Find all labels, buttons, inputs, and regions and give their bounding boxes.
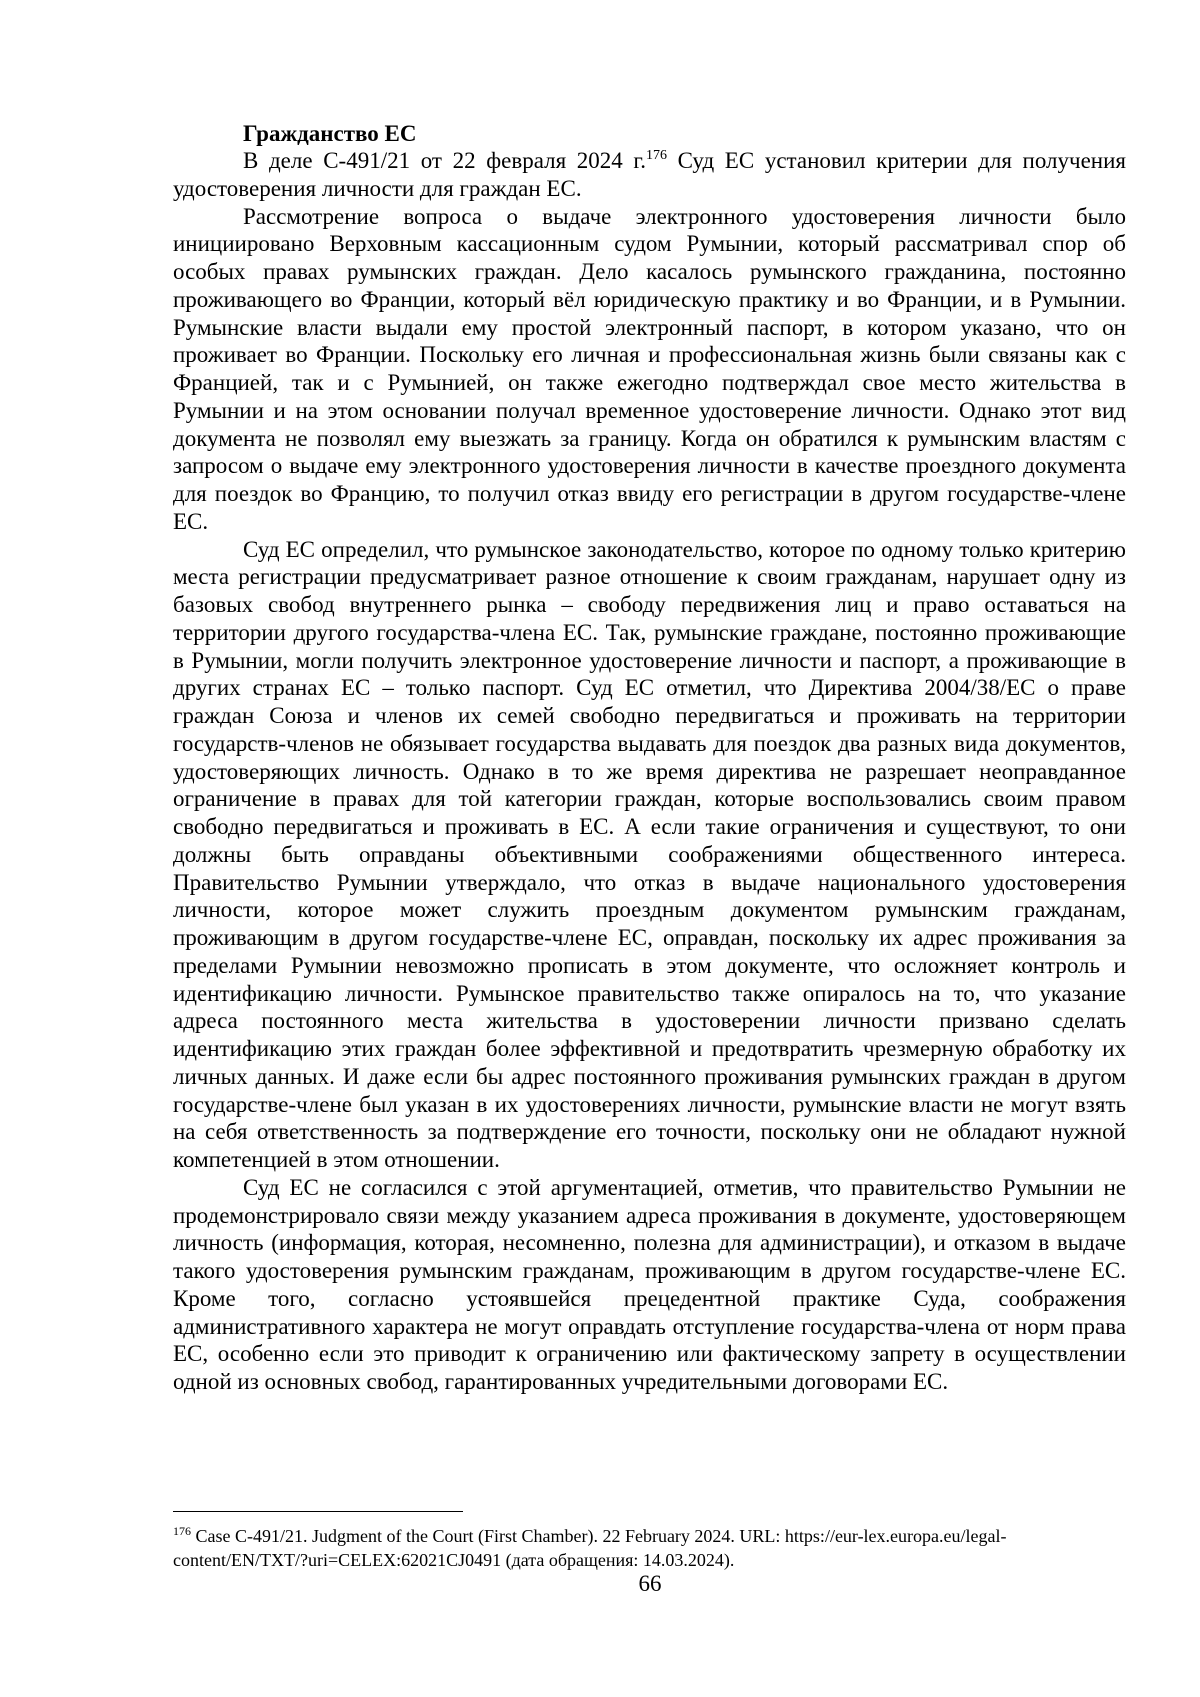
footnote-reference[interactable]: 176 [646,148,668,163]
footnote [173,1524,1126,1572]
section-heading: Гражданство ЕС [243,121,417,146]
paragraph-court-conclusion: Суд ЕС не согласился с этой аргументацией, отметив, что правительство Румынии не продемонстрировало связи между указанием адреса проживания в документе, удостоверяющем личность (информация, которая, несомненно, полезна для администрации), и отказом в выдаче такого удостоверения румынским гражданам, проживающим в другом государстве-члене ЕС. Кроме того, согласно устоявшейся прецедентной практике Суда, соображения административного характера не могут оправдать отступление государства-члена от норм права ЕС, особенно если это приводит к ограничению или фактическому запрету в осуществлении одной из основных свобод, гарантированных учредительными договорами ЕС. [173,1174,1126,1394]
footnote-number: 176 [173,1524,191,1538]
intro-text-after: Суд ЕС установил критерии для получения удостоверения личности для граждан ЕС. [173,148,1126,201]
footnote-text: Case C-491/21. Judgment of the Court (First Chamber). 22 February 2024. URL: https://eur-lex.europa.eu/legal-content/EN/TXT/?uri=CELEX:62021CJ0491 (дата обращения: 14.03.2024). [173,1526,1007,1570]
footnote-divider [173,1511,463,1512]
intro-paragraph [173,147,1126,203]
paragraph-court-findings: Суд ЕС определил, что румынское законодательство, которое по одному только критерию места регистрации предусматривает разное отношение к своим гражданам, нарушает одну из базовых свобод внутреннего рынка – свободу передвижения лиц и право оставаться на территории другого государства-члена ЕС. Так, румынские граждане, постоянно проживающие в Румынии, могли получить электронное удостоверение личности и паспорт, а проживающие в других странах ЕС – только паспорт. Суд ЕС отметил, что Директива 2004/38/ЕС о праве граждан Союза и членов их семей свободно передвигаться и проживать на территории государств-членов не обязывает государства выдавать для поездок два разных вида документов, удостоверяющих личность. Однако в то же время директива не разрешает неоправданное ограничение в правах для той категории граждан, которые воспользовались своим правом свободно передвигаться и проживать в ЕС. А если такие ограничения и существуют, то они должны быть оправданы объективными соображениями общественного интереса. Правительство Румынии утверждало, что отказ в выдаче национального удостоверения личности, которое может служить проездным документом румынским гражданам, проживающим в другом государстве-члене ЕС, оправдан, поскольку их адрес проживания за пределами Румынии невозможно прописать в этом документе, что осложняет контроль и идентификацию личности. Румынское правительство также опиралось на то, что указание адреса постоянного места жительства в удостоверении личности призвано сделать идентификацию этих граждан более эффективной и предотвратить чрезмерную обработку их личных данных. И даже если бы адрес постоянного проживания румынских граждан в другом государстве-члене был указан в их удостоверениях личности, румынские власти не могут взять на себя ответственность за подтверждение его точности, поскольку они не обладают нужной компетенцией в этом отношении. [173,536,1126,1172]
body-text [173,120,1126,1396]
page-number: 66 [638,1571,662,1596]
intro-text-before: В деле С-491/21 от 22 февраля 2024 г. [243,148,647,173]
paragraph-case-background: Рассмотрение вопроса о выдаче электронного удостоверения личности было инициировано Верховным кассационным судом Румынии, который рассматривал спор об особых правах румынских граждан. Дело касалось румынского гражданина, постоянно проживающего во Франции, который вёл юридическую практику и во Франции, и в Румынии. Румынские власти выдали ему простой электронный паспорт, в котором указано, что он проживает во Франции. Поскольку его личная и профессиональная жизнь были связаны как с Францией, так и с Румынией, он также ежегодно подтверждал свое место жительства в Румынии и на этом основании получал временное удостоверение личности. Однако этот вид документа не позволял ему выезжать за границу. Когда он обратился к румынским властям с запросом о выдаче ему электронного удостоверения личности в качестве проездного документа для поездок во Францию, то получил отказ ввиду его регистрации в другом государстве-члене ЕС. [173,203,1126,534]
